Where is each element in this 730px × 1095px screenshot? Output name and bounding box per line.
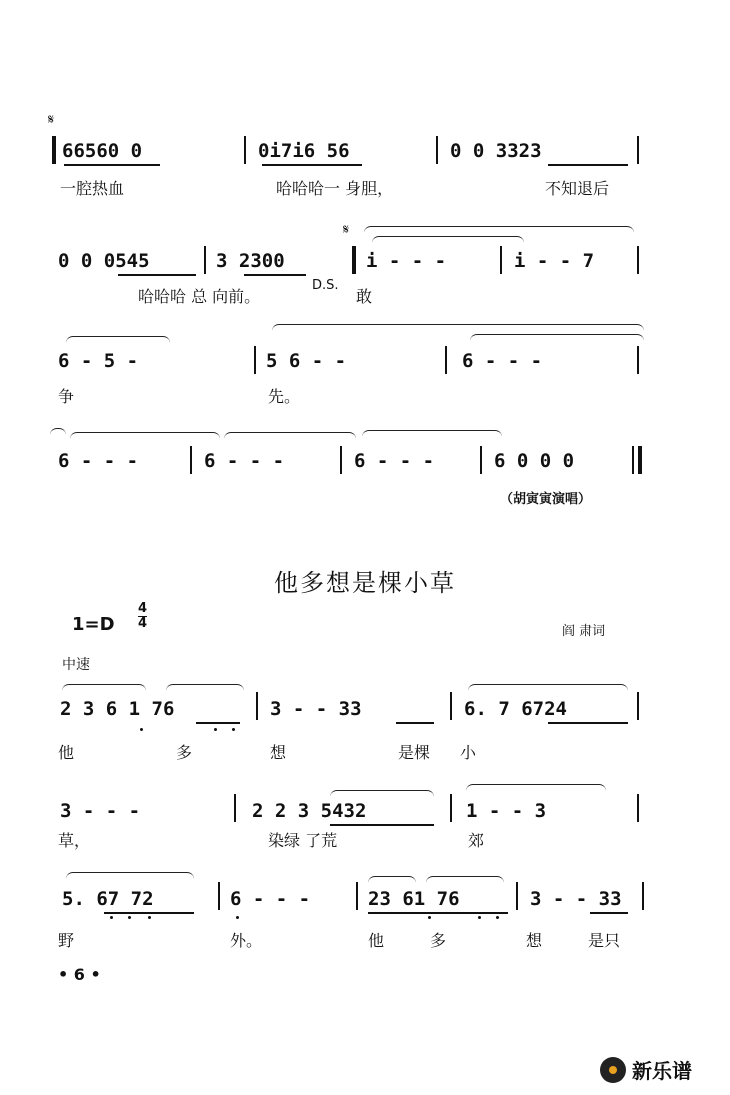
low-octave-dot	[236, 916, 239, 919]
measure-notes: 3 - - 33	[530, 888, 622, 910]
tie-slur	[272, 324, 644, 331]
measure-notes: 0 0 3323	[450, 140, 542, 162]
measure-notes: 5 6 - -	[266, 350, 347, 372]
low-octave-dot	[214, 728, 217, 731]
tie-slur	[372, 236, 524, 243]
measure-notes: 6 - - -	[354, 450, 435, 472]
slur	[426, 876, 504, 883]
barline	[637, 794, 639, 822]
barline	[218, 882, 220, 910]
tie-slur	[362, 430, 502, 437]
measure-notes: 3 2300	[216, 250, 285, 272]
low-octave-dot	[110, 916, 113, 919]
song-title: 他多想是棵小草	[274, 569, 456, 597]
beam-underline	[330, 824, 434, 826]
measure-notes: 6 - - -	[230, 888, 311, 910]
low-octave-dot	[496, 916, 499, 919]
lyric: 染绿 了荒	[268, 831, 338, 850]
tie-slur	[224, 432, 356, 439]
watermark-logo	[600, 1055, 692, 1084]
beam-underline	[368, 912, 508, 914]
measure-notes: 6. 7 6724	[464, 698, 567, 720]
beam-underline	[196, 722, 240, 724]
lyric: 不知退后	[545, 179, 610, 198]
singer-credit: （胡寅寅演唱）	[500, 492, 592, 507]
lyric: 想	[526, 931, 543, 950]
final-barline-thin	[632, 446, 634, 474]
slur	[166, 684, 244, 691]
low-octave-dot	[128, 916, 131, 919]
time-signature	[138, 602, 147, 631]
barline	[340, 446, 342, 474]
lyric: 是棵	[398, 743, 431, 762]
tie-slur	[66, 336, 170, 343]
tie-slur	[364, 226, 634, 233]
lyric: 敢	[356, 287, 373, 306]
lyric: 小	[460, 743, 477, 762]
lyric: 野	[58, 931, 75, 950]
barline	[234, 794, 236, 822]
beam-underline	[104, 912, 194, 914]
segno-mark-icon: 𝄋	[343, 222, 350, 238]
lyric: 他	[368, 931, 385, 950]
lyric: 想	[270, 743, 287, 762]
slur	[330, 790, 434, 797]
beam-underline	[396, 722, 434, 724]
measure-notes: 6 - 5 -	[58, 350, 139, 372]
barline	[190, 446, 192, 474]
measure-notes: 2 2 3 5432	[252, 800, 367, 822]
slur	[466, 784, 606, 791]
watermark-text: 新乐谱	[632, 1059, 692, 1083]
measure-notes: 3 - - -	[60, 800, 141, 822]
barline	[450, 794, 452, 822]
barline	[244, 136, 246, 164]
lyric: 郊	[468, 831, 485, 850]
segno-mark-icon: 𝄋	[48, 112, 55, 128]
lyric: 多	[176, 743, 193, 762]
measure-notes: 1 - - 3	[466, 800, 547, 822]
slur	[62, 684, 146, 691]
lyric: 先。	[268, 387, 301, 406]
tempo-marking: 中速	[62, 657, 90, 673]
barline	[480, 446, 482, 474]
final-barline-thick	[638, 446, 642, 474]
beam-underline	[262, 164, 362, 166]
slur	[468, 684, 628, 691]
beam-underline	[548, 164, 628, 166]
barline	[637, 136, 639, 164]
time-signature-top: 4	[138, 601, 148, 616]
measure-notes: 6 0 0 0	[494, 450, 575, 472]
measure-notes: 6 - - -	[204, 450, 285, 472]
barline	[637, 692, 639, 720]
lyric: 一腔热血	[60, 179, 125, 198]
measure-notes: i - - -	[366, 250, 447, 272]
measure-notes: 3 - - 33	[270, 698, 362, 720]
low-octave-dot	[140, 728, 143, 731]
barline	[637, 346, 639, 374]
record-disc-icon	[600, 1057, 626, 1083]
tie-slur	[470, 334, 644, 341]
barline	[450, 692, 452, 720]
time-signature-bottom: 4	[138, 616, 148, 631]
barline	[500, 246, 502, 274]
barline	[516, 882, 518, 910]
key-signature: 1=D	[72, 614, 115, 635]
lyric: 多	[430, 931, 447, 950]
beam-underline	[590, 912, 628, 914]
measure-notes: 66560 0	[62, 140, 143, 162]
beam-underline	[118, 274, 196, 276]
barline	[204, 246, 206, 274]
low-octave-dot	[478, 916, 481, 919]
barline	[356, 882, 358, 910]
low-octave-dot	[148, 916, 151, 919]
beam-underline	[548, 722, 628, 724]
measure-notes: i - - 7	[514, 250, 595, 272]
lyric: 他	[58, 743, 75, 762]
barline	[642, 882, 644, 910]
barline	[256, 692, 258, 720]
lyric: 争	[58, 387, 75, 406]
barline	[436, 136, 438, 164]
low-octave-dot	[428, 916, 431, 919]
slur	[368, 876, 416, 883]
page-number: • 6 •	[58, 965, 101, 984]
lyric: 哈哈哈 总 向前。	[138, 287, 261, 306]
barline	[637, 246, 639, 274]
measure-notes: 23 61 76	[368, 888, 460, 910]
slur	[66, 872, 194, 879]
beam-underline	[244, 274, 306, 276]
lyric: 外。	[230, 931, 263, 950]
measure-notes: 6 - - -	[462, 350, 543, 372]
repeat-start-barline	[52, 136, 56, 164]
tie-slur	[70, 432, 220, 439]
measure-notes: 6 - - -	[58, 450, 139, 472]
barline	[445, 346, 447, 374]
lyric: 草，	[58, 831, 91, 850]
measure-notes: 0i7i6 56	[258, 140, 350, 162]
lyricist-credit: 阎 肃词	[562, 624, 606, 639]
lyric: 是只	[588, 931, 621, 950]
measure-notes: 2 3 6 1 76	[60, 698, 175, 720]
lyric: 哈哈哈一 身胆，	[276, 179, 394, 198]
measure-notes: 5. 67 72	[62, 888, 154, 910]
repeat-barline	[352, 246, 356, 274]
barline	[254, 346, 256, 374]
measure-notes: 0 0 0545	[58, 250, 150, 272]
beam-underline	[64, 164, 160, 166]
low-octave-dot	[232, 728, 235, 731]
tie-slur	[50, 428, 66, 435]
ds-mark: D.S.	[312, 278, 339, 293]
